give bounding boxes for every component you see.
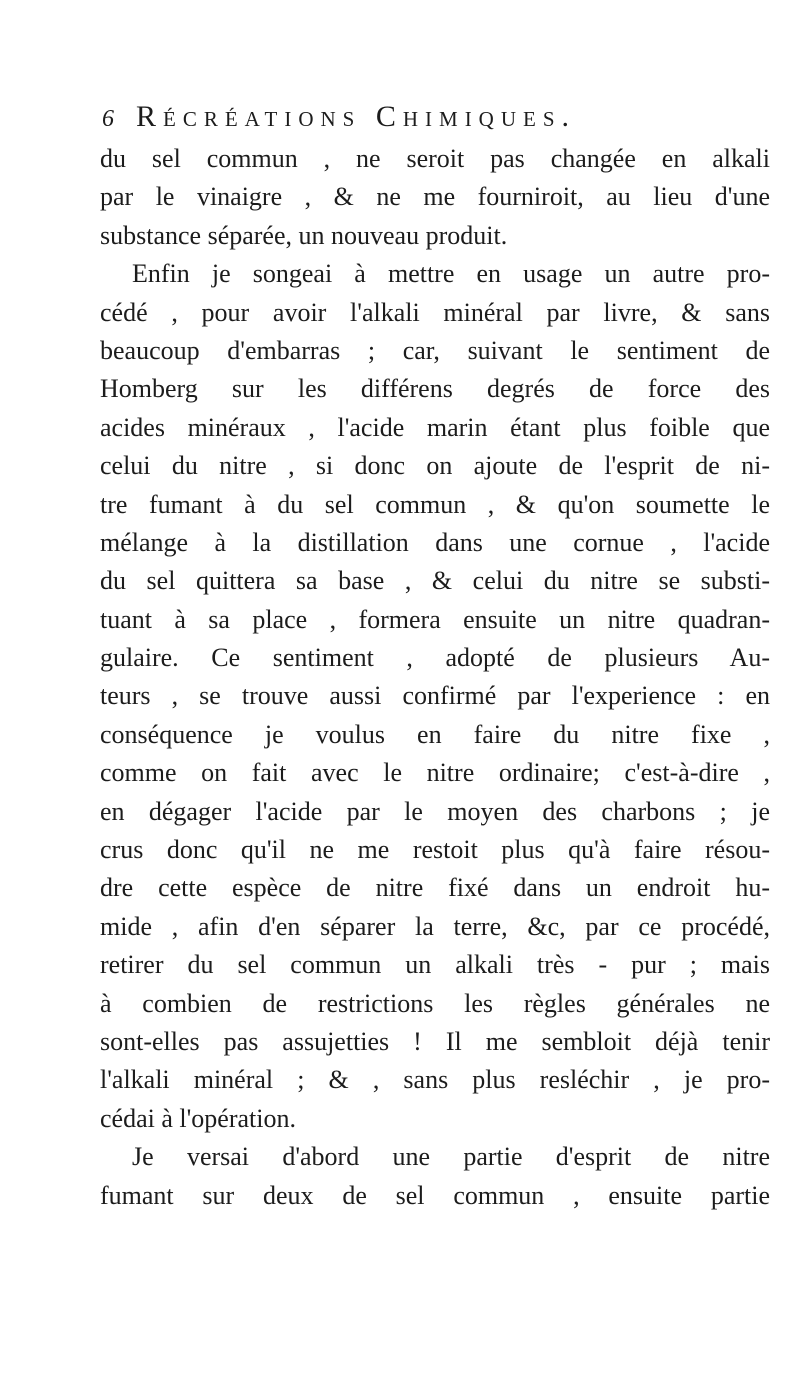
text-line: tuant à sa place , formera ensuite un nitre quadran- [100, 604, 770, 634]
text-line: du sel commun , ne seroit pas changée en alkali [100, 144, 770, 173]
text-line: cédai à l'opération. [100, 1103, 296, 1133]
text-line: du sel quittera sa base , & celui du nitre se substi- [100, 566, 770, 596]
text-line: cédé , pour avoir l'alkali minéral par livre, & sans [100, 297, 770, 327]
text-line: acides minéraux , l'acide marin étant plus foible que [100, 412, 770, 442]
text-line: crus donc qu'il ne me restoit plus qu'à faire résou- [100, 835, 770, 865]
text-line: tre fumant à du sel commun , & qu'on soumette le [100, 489, 770, 519]
text-line: par le vinaigre , & ne me fourniroit, au lieu d'une [100, 182, 770, 212]
text-line: teurs , se trouve aussi confirmé par l'experience : en [100, 681, 770, 711]
text-line: retirer du sel commun un alkali très - pur ; mais [100, 950, 770, 980]
text-line: mélange à la distillation dans une cornue , l'acide [100, 527, 770, 557]
text-line: Je versai d'abord une partie d'esprit de nitre [132, 1142, 770, 1172]
running-title: Récréations Chimiques. [136, 100, 577, 133]
text-line: dre cette espèce de nitre fixé dans un endroit hu- [100, 873, 770, 903]
text-line: fumant sur deux de sel commun , ensuite partie [100, 1180, 770, 1210]
text-line: sont-elles pas assujetties ! Il me sembloit déjà tenir [100, 1026, 770, 1056]
running-head [100, 100, 760, 144]
text-line: celui du nitre , si donc on ajoute de l'esprit de ni- [100, 451, 770, 481]
page-number: 6 [102, 106, 114, 132]
text-line: Homberg sur les différens degrés de force des [100, 374, 770, 404]
body-text [100, 140, 770, 1215]
text-line: conséquence je voulus en faire du nitre fixe , [100, 719, 770, 749]
text-line: gulaire. Ce sentiment , adopté de plusieurs Au- [100, 643, 770, 673]
text-line: l'alkali minéral ; & , sans plus resléchir , je pro- [100, 1065, 770, 1095]
text-line: beaucoup d'embarras ; car, suivant le sentiment de [100, 335, 770, 365]
text-line: substance séparée, un nouveau produit. [100, 220, 508, 250]
text-line: à combien de restrictions les règles générales ne [100, 988, 770, 1018]
text-line: mide , afin d'en séparer la terre, &c, par ce procédé, [100, 911, 770, 941]
text-line: en dégager l'acide par le moyen des charbons ; je [100, 796, 770, 826]
text-line: Enfin je songeai à mettre en usage un autre pro- [132, 259, 770, 289]
text-line: comme on fait avec le nitre ordinaire; c'est-à-dire , [100, 758, 770, 788]
